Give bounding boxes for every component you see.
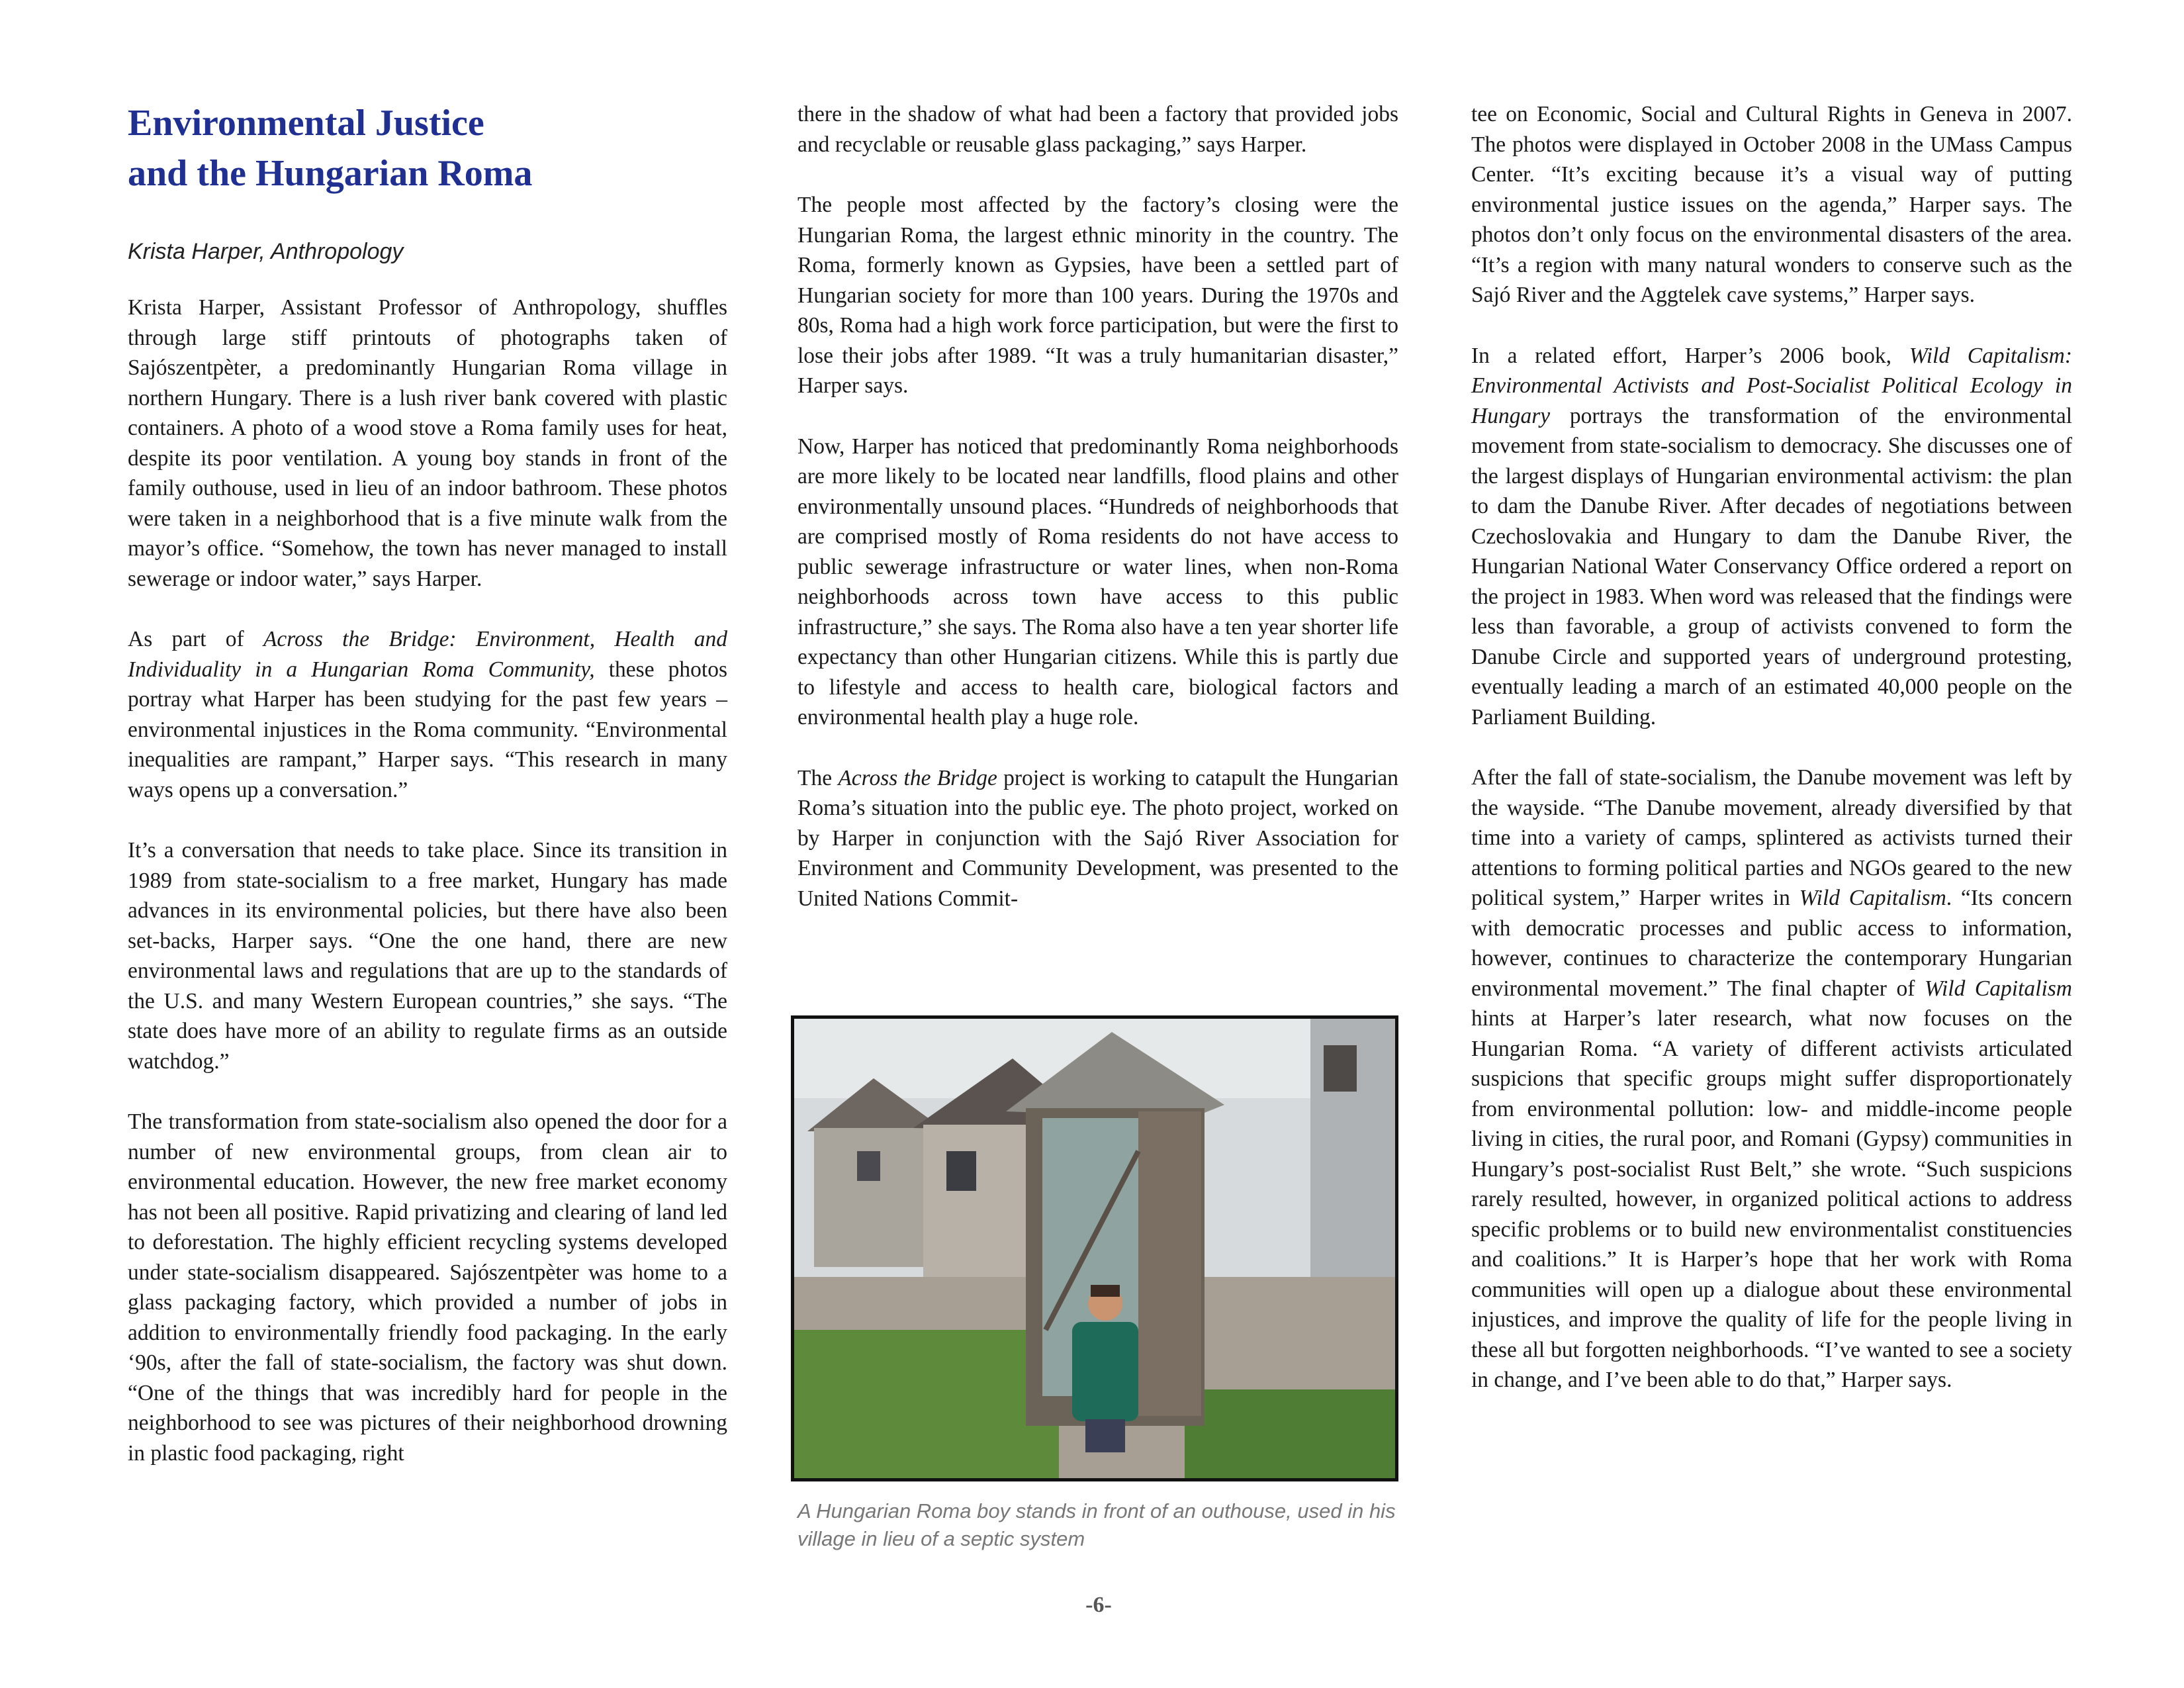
book-title: Wild Capitalism: [1924, 976, 2072, 1001]
column-1: [128, 99, 727, 1499]
column-2: [797, 99, 1398, 944]
text-run: hints at Harper’s later research, what now focuses on the Hungarian Roma. “A variety of different activists articulated suspicions that specific groups might suffer disproportionately from environmental pollution: low- and middle-income people living in cities, the rural poor, and Romani (Gypsy) communities in Hungary’s post-socialist Rust Belt,” she wrote. “Such suspicions rarely resulted, however, in organized political actions to address specific problems or to build new environmentalist constituencies and coalitions.” It is Harper’s hope that her work with Roma communities will open up a dialogue about these environmental injustices, and improve the quality of life for the people living in these all but forgotten neighborhoods. “I’ve wanted to see a society in change, and I’ve been able to do that,” Harper says.: [1471, 1006, 2072, 1392]
paragraph: [128, 624, 727, 805]
photo-caption: A Hungarian Roma boy stands in front of an outhouse, used in his village in lieu of a septic system: [797, 1499, 1396, 1550]
text-run: In a related effort, Harper’s 2006 book,: [1471, 343, 1909, 368]
title-line-1: Environmental Justice: [128, 103, 484, 144]
paragraph: [1471, 763, 2072, 1395]
byline: Krista Harper, Anthropology: [128, 239, 404, 264]
paragraph: there in the shadow of what had been a factory that provided jobs and recyclable or reusable glass packaging,” says Harper.: [797, 102, 1398, 157]
book-title: Across the Bridge: Environment, Health and Individuality in a Hungarian Roma Community,: [128, 627, 728, 682]
paragraph: tee on Economic, Social and Cultural Rights in Geneva in 2007. The photos were displayed in October 2008 in the UMass Campus Center. “It’s exciting because it’s a visual way of putting environmental justice issues on the agenda,” Harper says. The photos don’t only focus on the environmental disasters of the area. “It’s a region with many natural wonders to conserve such as the Sajó River and the Aggtelek cave systems,” Harper says.: [1471, 102, 2072, 307]
text-run: After the fall of state-socialism, the Danube movement was left by the wayside. “The Danube movement, already diversified by that time into a variety of camps, splintered as activists turned their attentions to forming political parties and NGOs geared to the new political system,” Harper writes in: [1471, 765, 2072, 910]
text-run: these photos portray what Harper has been studying for the past few years – environmental injustices in the Roma community. “Environmental inequalities are rampant,” Harper says. “This research in many ways opens up a conversation.”: [128, 657, 727, 802]
text-run: The: [797, 765, 839, 790]
project-title: Across the Bridge: [838, 765, 997, 790]
text-run: portrays the transformation of the environmental movement from state-socialism to democracy. She discusses one of the largest displays of Hungarian environmental activism: the plan to dam the Danube River. After decades of negotiations between Czechoslovakia and Hungary to dam the Danube River, the Hungarian National Water Conservancy Office ordered a report on the project in 1983. When word was released that the findings were less than favorable, a group of activists convened to form the Danube Circle and supported years of underground protesting, eventually leading a march of an estimated 40,000 people on the Parliament Building.: [1471, 403, 2072, 729]
book-title: Wild Capitalism: [1799, 886, 1946, 910]
paragraph: It’s a conversation that needs to take place. Since its transition in 1989 from state-socialism to a free market, Hungary has made advances in its environmental policies, but there have also been set-backs, Harper says. “One the one hand, there are new environmental laws and regulations that are up to the standards of the U.S. and many Western European countries,” she says. “The state does have more of an ability to regulate firms as an outside watchdog.”: [128, 838, 727, 1074]
paragraph: Krista Harper, Assistant Professor of Anthropology, shuffles through large stiff printouts of photographs taken of Sajószentpèter, a predominantly Hungarian Roma village in northern Hungary. There is a lush river bank covered with plastic containers. A photo of a wood stove a Roma family uses for heat, despite its poor ventilation. A young boy stands in front of the family outhouse, used in lieu of an indoor bathroom. These photos were taken in a neighborhood that is a five minute walk from the mayor’s office. “Somehow, the town has never managed to install sewerage or indoor water,” says Harper.: [128, 295, 727, 591]
article-title: [128, 98, 727, 199]
book-title: Wild Capitalism: Environmental Activists and Post-Socialist Political Ecology in Hungary: [1471, 343, 2072, 428]
page-number: -6-: [1085, 1593, 1112, 1617]
text-run: . “Its concern with democratic processes and public access to information, however, continues to characterize the contemporary Hungarian environmental movement.” The final chapter of: [1471, 886, 2072, 1001]
paragraph: The transformation from state-socialism also opened the door for a number of new environmental groups, from clean air to environmental education. However, the new free market economy has not been all positive. Rapid privatizing and clearing of land led to deforestation. The highly efficient recycling systems developed under state-socialism disappeared. Sajószentpèter was home to a glass packaging factory, which provided a number of jobs in addition to environmentally friendly food packaging. In the early ‘90s, after the fall of state-socialism, the factory was shut down. “One of the things that was incredibly hard for people in the neighborhood to see was pictures of their neighborhood drowning in plastic food packaging, right: [128, 1109, 727, 1466]
column-3: [1471, 99, 2072, 1426]
paragraph: [1471, 341, 2072, 733]
title-line-2: and the Hungarian Roma: [128, 153, 533, 194]
outhouse-photo: [791, 1015, 1398, 1481]
text-run: As part of: [128, 627, 263, 651]
photo-illustration: [794, 1019, 1395, 1478]
paragraph: The people most affected by the factory’s closing were the Hungarian Roma, the largest ethnic minority in the country. The Roma, formerly known as Gypsies, have been a settled part of Hungarian society for more than 100 years. During the 1970s and 80s, Roma had a high work force participation, but were the first to lose their jobs after 1989. “It was a truly humanitarian disaster,” Harper says.: [797, 193, 1398, 398]
paragraph: [797, 763, 1398, 914]
paragraph: Now, Harper has noticed that predominantly Roma neighborhoods are more likely to be located near landfills, flood plains and other environmentally unsound places. “Hundreds of neighborhoods that are comprised mostly of Roma residents do not have access to public sewerage infrastructure or water lines, when non-Roma neighborhoods across town have access to this public infrastructure,” she says. The Roma also have a ten year shorter life expectancy than other Hungarian citizens. While this is partly due to lifestyle and access to health care, biological factors and environmental health play a huge role.: [797, 434, 1398, 729]
text-run: project is working to catapult the Hungarian Roma’s situation into the public eye. The photo project, worked on by Harper in conjunction with the Sajó River Association for Environment and Community Development, was presented to the United Nations Commit-: [797, 765, 1398, 911]
